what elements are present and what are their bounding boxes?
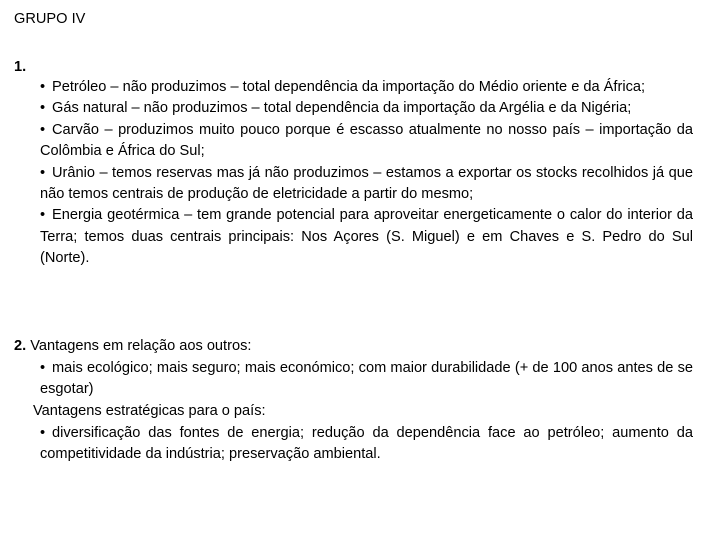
advantages-list bbox=[40, 358, 693, 401]
list-item-text: Gás natural – não produzimos – total dependência da importação da Argélia e da Nigéria; bbox=[52, 100, 632, 117]
strategic-title: Vantagens estratégicas para o país: bbox=[33, 403, 266, 419]
bullet-icon: • bbox=[40, 164, 46, 181]
section-2-number: 2. bbox=[14, 338, 27, 354]
list-item-text: Petróleo – não produzimos – total dependência da importação do Médio oriente e da África; bbox=[52, 79, 646, 95]
bullet-icon: • bbox=[40, 360, 46, 376]
bullet-icon: • bbox=[40, 79, 46, 95]
list-item bbox=[40, 205, 693, 269]
list-item bbox=[40, 98, 693, 119]
page-title: GRUPO IV bbox=[14, 11, 86, 27]
section-2-header bbox=[14, 336, 694, 357]
bullet-icon: • bbox=[40, 425, 46, 441]
list-item-text: Energia geotérmica – tem grande potencial para aproveitar energeticamente o calor do interior da Terra; temos duas centrais principais: Nos Açores (S. Miguel) e em Chaves e S. Pedro do Sul (Norte). bbox=[40, 207, 693, 267]
list-item bbox=[40, 163, 693, 206]
list-item bbox=[40, 358, 693, 401]
list-item-text: Urânio – temos reservas mas já não produzimos – estamos a exportar os stocks recolhidos já que não temos centrais de produção de eletricidade a partir do mesmo; bbox=[40, 164, 693, 203]
list-item bbox=[40, 423, 693, 466]
bullet-icon: • bbox=[40, 100, 46, 117]
bullet-icon: • bbox=[40, 121, 46, 138]
section-2-title: Vantagens em relação aos outros: bbox=[30, 338, 252, 354]
strategic-list bbox=[40, 423, 693, 466]
section-1-number: 1. bbox=[14, 59, 27, 75]
bullet-icon: • bbox=[40, 207, 46, 224]
list-item bbox=[40, 77, 693, 98]
list-item-text: Carvão – produzimos muito pouco porque é escasso atualmente no nosso país – importação da Colômbia e África do Sul; bbox=[40, 121, 693, 160]
section-1-list bbox=[40, 77, 693, 270]
list-item-text: mais ecológico; mais seguro; mais económico; com maior durabilidade (+ de 100 anos antes de se esgotar) bbox=[40, 360, 693, 398]
list-item bbox=[40, 120, 693, 163]
list-item-text: diversificação das fontes de energia; redução da dependência face ao petróleo; aumento da competitividade da indústria; preservação ambiental. bbox=[40, 425, 693, 463]
